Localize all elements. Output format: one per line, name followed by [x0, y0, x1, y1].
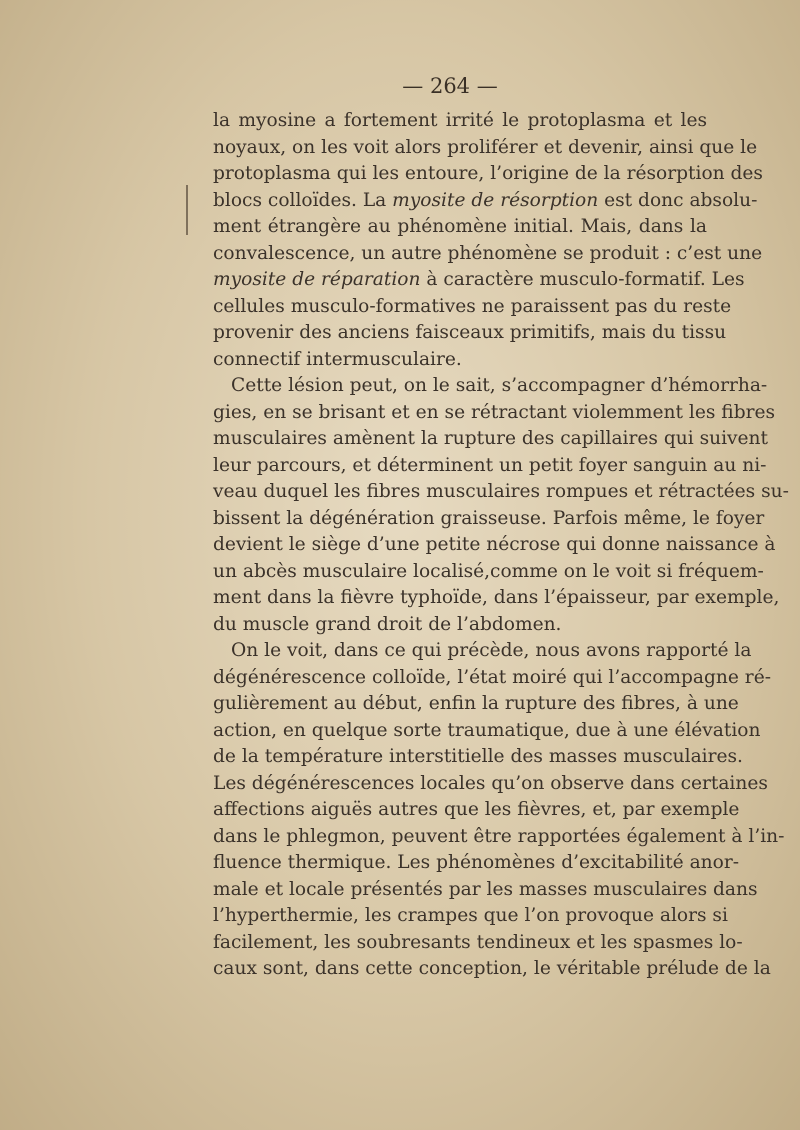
text-line: convalescence, un autre phénomène se produit : c’est une	[213, 242, 763, 264]
text-line: gies, en se brisant et en se rétractant violemment les fibres	[213, 401, 776, 423]
text-line: ment étrangère au phénomène initial. Mais, dans la	[213, 216, 707, 237]
text-line: On le voit, dans ce qui précède, nous avons rapporté la	[231, 640, 752, 661]
text-line: veau duquel les fibres musculaires rompues et rétractées su-	[213, 481, 789, 502]
italic-term: myosite de résorption	[392, 189, 599, 211]
text-line: un abcès musculaire localisé,comme on le voit si fréquem-	[213, 560, 764, 582]
text-line: fluence thermique. Les phénomènes d’excitabilité anor-	[213, 852, 739, 873]
text-segment: à caractère musculo-formatif. Les	[420, 269, 745, 290]
text-line: protoplasma qui les entoure, l’origine de la résorption des	[213, 163, 763, 184]
text-line: caux sont, dans cette conception, le véritable prélude de la	[213, 958, 771, 979]
text-line: noyaux, on les voit alors proliférer et devenir, ainsi que le	[213, 136, 758, 158]
margin-pencil-mark	[186, 185, 188, 235]
text-line: action, en quelque sorte traumatique, due à une élévation	[213, 719, 761, 741]
text-line: ment dans la fièvre typhoïde, dans l’épaisseur, par exemple,	[213, 587, 780, 608]
text-line: musculaires amènent la rupture des capillaires qui suivent	[213, 428, 769, 449]
page-number: — 264 —	[402, 74, 498, 98]
text-line: bissent la dégénération graisseuse. Parfois même, le foyer	[213, 507, 765, 529]
text-line: Les dégénérescences locales qu’on observe dans certaines	[213, 772, 768, 794]
text-line: gulièrement au début, enfin la rupture des fibres, à une	[213, 693, 739, 714]
text-segment: blocs colloïdes. La	[213, 189, 393, 211]
text-segment: est donc absolu-	[598, 189, 758, 211]
text-line: connectif intermusculaire.	[213, 348, 462, 370]
text-line	[213, 267, 745, 294]
text-line: dégénérescence colloïde, l’état moiré qui l’accompagne ré-	[213, 666, 771, 688]
text-line	[213, 188, 758, 215]
text-line: provenir des anciens faisceaux primitifs, mais du tissu	[213, 322, 727, 343]
text-line: cellules musculo-formatives ne paraissent pas du reste	[213, 295, 732, 317]
text-line: affections aiguës autres que les fièvres, et, par exemple	[213, 799, 740, 820]
text-line: l’hyperthermie, les crampes que l’on provoque alors si	[213, 905, 728, 926]
text-line: du muscle grand droit de l’abdomen.	[213, 613, 562, 635]
text-line: dans le phlegmon, peuvent être rapportées également à l’in-	[213, 825, 785, 847]
text-line: leur parcours, et déterminent un petit foyer sanguin au ni-	[213, 454, 767, 476]
body-text	[213, 108, 789, 983]
text-line: la myosine a fortement irrité le protoplasma et les	[213, 110, 707, 131]
text-line: male et locale présentés par les masses musculaires dans	[213, 878, 758, 900]
italic-term: myosite de réparation	[213, 269, 421, 290]
text-line: Cette lésion peut, on le sait, s’accompagner d’hémorrha-	[231, 375, 768, 396]
text-line: de la température interstitielle des masses musculaires.	[213, 746, 743, 767]
text-line: facilement, les soubresants tendineux et les spasmes lo-	[213, 931, 743, 953]
text-line: devient le siège d’une petite nécrose qui donne naissance à	[213, 534, 776, 555]
